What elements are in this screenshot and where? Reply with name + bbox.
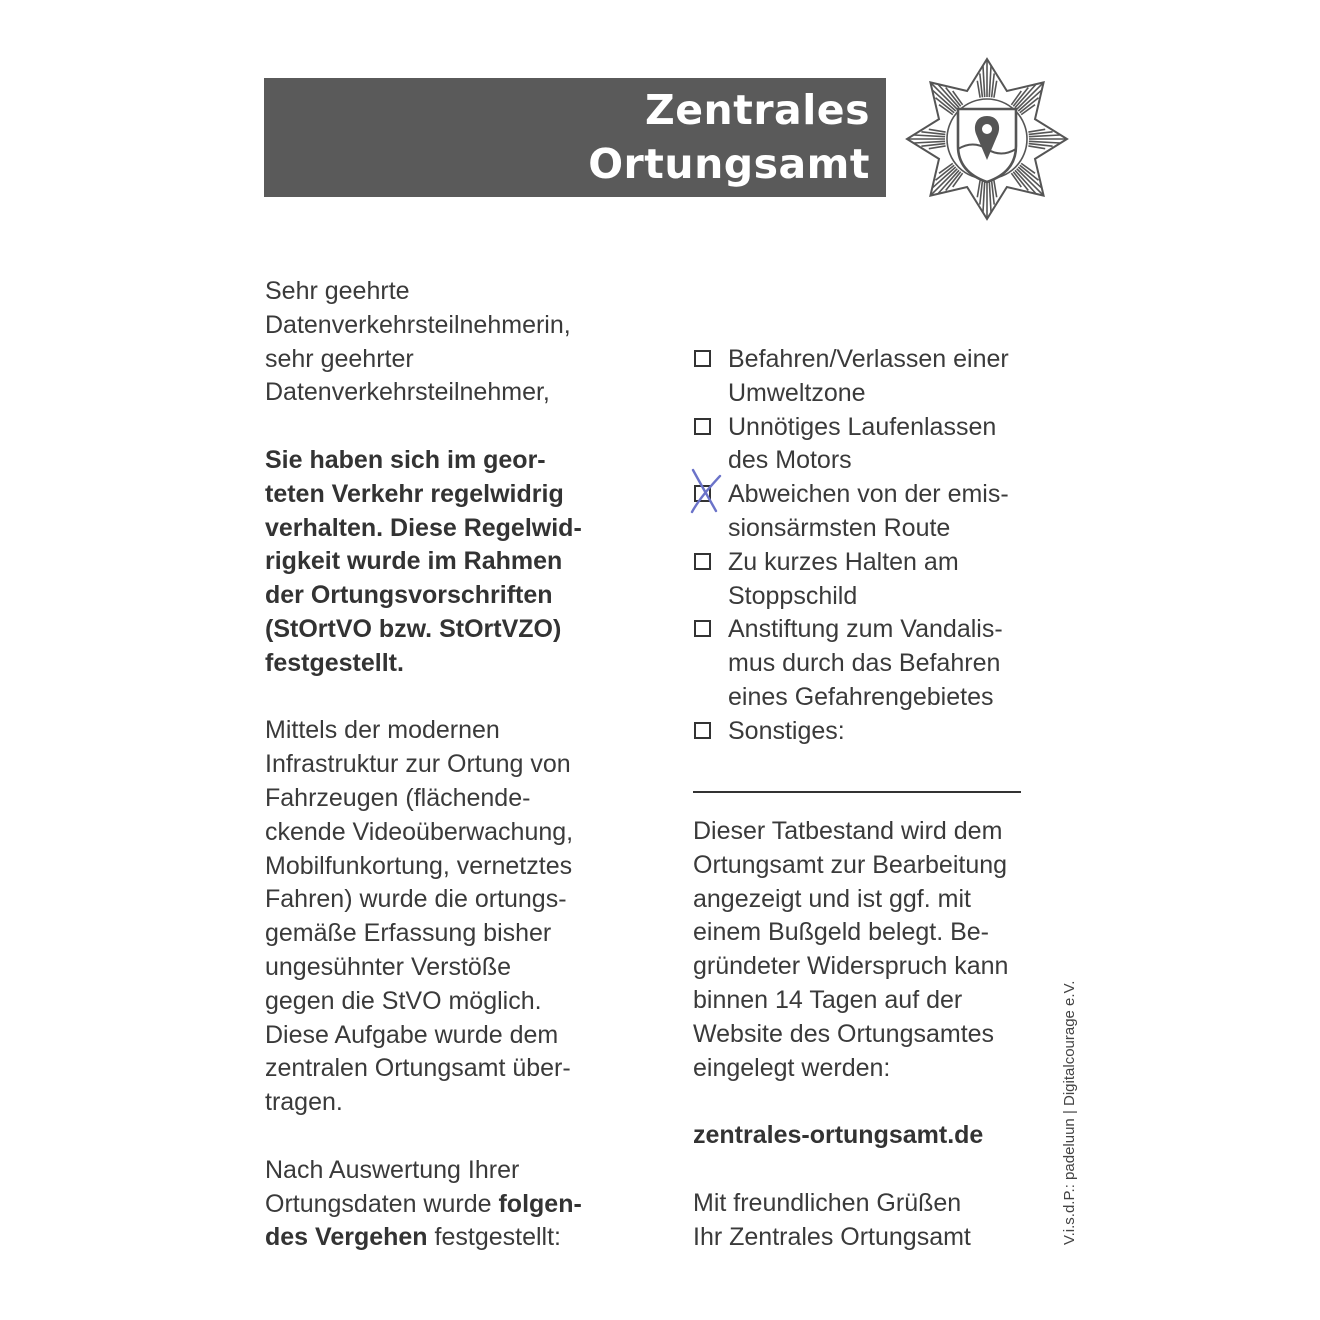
checkbox[interactable] — [694, 418, 711, 435]
emblem-ray — [1029, 135, 1060, 137]
header-banner — [264, 78, 886, 197]
police-star-emblem-icon — [898, 54, 1076, 224]
imprint-vertical: V.i.s.d.P.: padeluun | Digitalcourage e.V. — [1061, 980, 1078, 1245]
emblem-ray — [1029, 141, 1060, 143]
checklist-item[interactable] — [693, 411, 1063, 479]
emblem-ray — [914, 135, 945, 137]
offense-checklist — [693, 343, 1063, 749]
left-column — [265, 275, 660, 1255]
checklist-item-label: Abweichen von der emis- sionsärmsten Route — [728, 480, 1009, 542]
checklist-item[interactable] — [693, 546, 1063, 614]
emblem-ray — [1028, 146, 1045, 149]
checkbox[interactable] — [694, 722, 711, 739]
header-title-line1: Zentrales — [645, 86, 870, 134]
checklist-item-checked[interactable] — [693, 478, 1063, 546]
salutation: Sehr geehrte Datenverkehrsteilnehmerin, sehr geehrter Datenverkehrsteilnehmer, — [265, 277, 571, 407]
bold-statement: Sie haben sich im geor- teten Verkehr regelwidrig verhalten. Diese Regelwid- rigkeit wurde im Rahmen der Ortungsvorschriften (StOrtVO bzw. StOrtVZO) festgestellt. — [265, 445, 582, 677]
checklist-item[interactable] — [693, 715, 1063, 749]
checklist-item[interactable] — [693, 343, 1063, 411]
emblem-ray — [929, 146, 946, 149]
emblem-ray — [983, 66, 985, 97]
checkbox[interactable] — [694, 553, 711, 570]
greeting: Mit freundlichen Grüßen Ihr Zentrales Ortungsamt — [693, 1188, 971, 1251]
notice-column — [693, 815, 1063, 1254]
emblem-ray — [994, 180, 997, 197]
checklist-item[interactable] — [693, 613, 1063, 714]
notice-paragraph: Dieser Tatbestand wird dem Ortungsamt zur Bearbeitung angezeigt und ist ggf. mit einem Bußgeld belegt. Be- gründeter Widerspruch kann binnen 14 Tagen auf der Website des Ortungsamtes eingelegt werden: — [693, 817, 1009, 1082]
checklist-item-label: Anstiftung zum Vandalis- mus durch das Befahren eines Gefahrengebietes — [728, 615, 1003, 711]
checklist-item-label: Unnötiges Laufenlassen des Motors — [728, 412, 997, 475]
checkbox[interactable] — [694, 350, 711, 367]
fill-in-line — [693, 791, 1021, 793]
closing-paragraph: Nach Auswertung Ihrer Ortungsdaten wurde folgen- des Vergehen festgestellt: — [265, 1155, 582, 1252]
website-link[interactable]: zentrales-ortungsamt.de — [693, 1121, 984, 1150]
emblem-ray — [977, 81, 980, 98]
checklist-item-label: Befahren/Verlassen einer Umweltzone — [728, 345, 1009, 407]
emblem-ray — [977, 180, 980, 197]
checkbox[interactable] — [694, 620, 711, 637]
emblem-ray — [914, 141, 945, 143]
checklist-item-label: Zu kurzes Halten am Stoppschild — [728, 547, 959, 610]
emblem-ray — [929, 129, 946, 132]
explanation-paragraph: Mittels der modernen Infrastruktur zur Ortung von Fahrzeugen (flächende- ckende Videoüberwachung, Mobilfunkortung, vernetztes Fahren) wurde die ortungs- gemäße Erfassung bisher ungesühnter Verstöße gegen die StVO möglich. Diese Aufgabe wurde dem zentralen Ortungsamt über- tragen. — [265, 716, 574, 1117]
handwritten-cross-icon — [689, 467, 723, 517]
emblem-ray — [989, 66, 991, 97]
emblem-ray — [1028, 129, 1045, 132]
checklist-item-label: Sonstiges: — [728, 716, 845, 745]
header-title-line2: Ortungsamt — [588, 140, 870, 188]
emblem-ray — [983, 181, 985, 212]
emblem-ray — [994, 81, 997, 98]
emblem-ray — [989, 181, 991, 212]
